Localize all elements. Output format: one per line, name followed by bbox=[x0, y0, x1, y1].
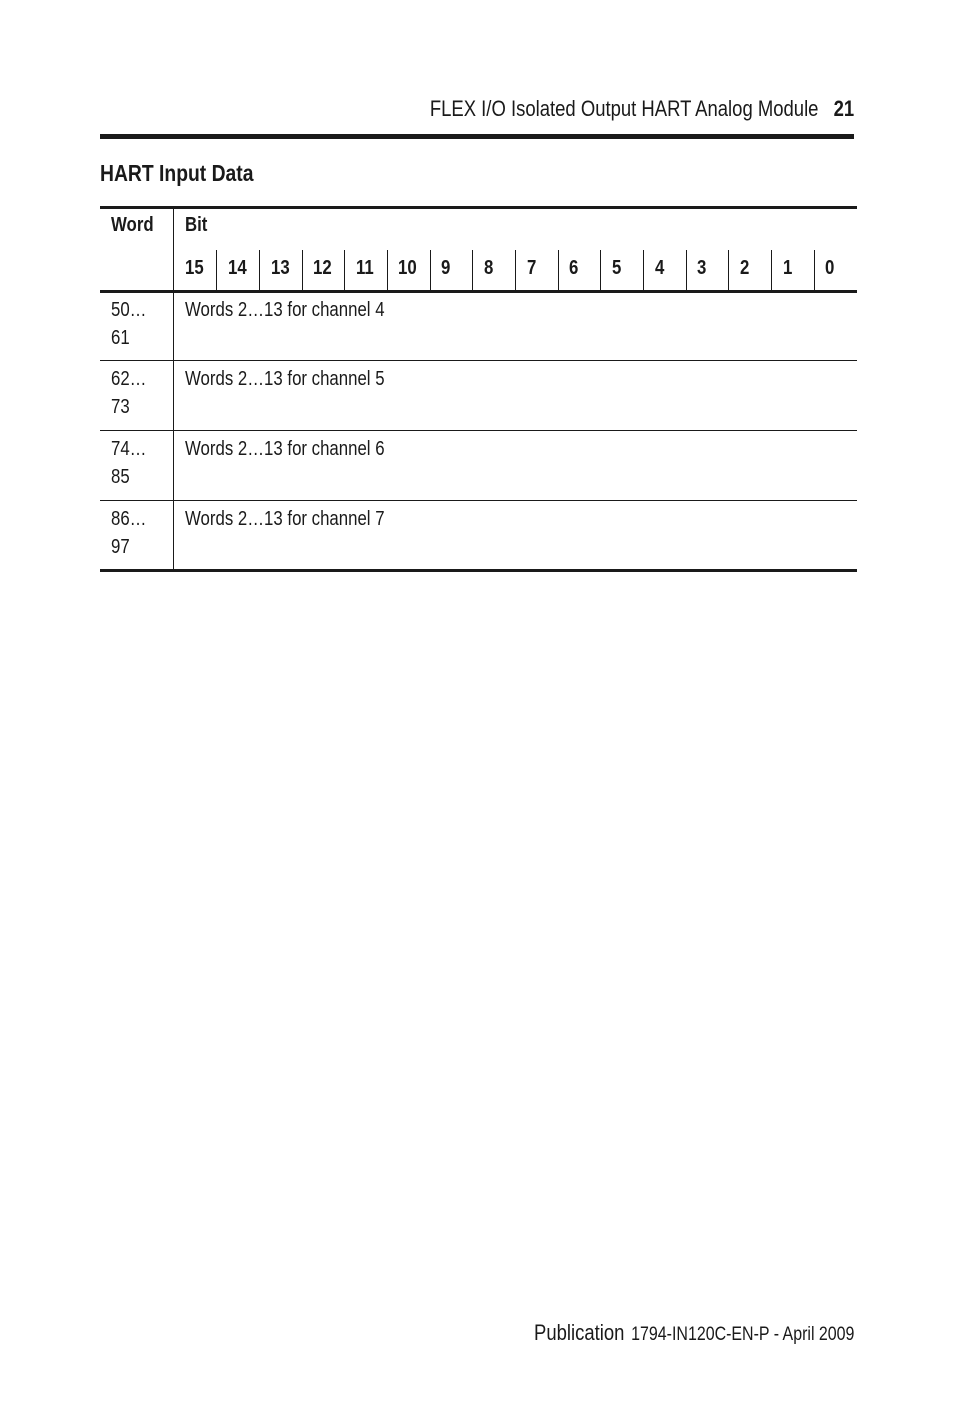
bit-label: 11 bbox=[356, 257, 374, 279]
bit-divider bbox=[472, 250, 473, 290]
row-description: Words 2…13 for channel 6 bbox=[185, 438, 385, 460]
row-divider bbox=[100, 430, 857, 431]
section-title: HART Input Data bbox=[100, 160, 254, 186]
word-range-cell: 50… 61 bbox=[111, 299, 147, 349]
bit-divider bbox=[216, 250, 217, 290]
bit-divider bbox=[600, 250, 601, 290]
word-range-cell: 86… 97 bbox=[111, 508, 147, 558]
word-range-cell: 62… 73 bbox=[111, 368, 147, 418]
footer-text bbox=[534, 1316, 854, 1352]
bit-divider bbox=[558, 250, 559, 290]
bit-label: 10 bbox=[398, 257, 417, 279]
row-divider bbox=[100, 360, 857, 361]
bit-divider bbox=[814, 250, 815, 290]
word-column-divider bbox=[173, 209, 174, 569]
publication-number: 1794-IN120C-EN-P - April 2009 bbox=[630, 1324, 854, 1345]
bit-label: 14 bbox=[228, 257, 247, 279]
header-rule bbox=[100, 134, 854, 139]
bit-divider bbox=[302, 250, 303, 290]
bit-label: 7 bbox=[527, 257, 537, 279]
bit-label: 15 bbox=[185, 257, 204, 279]
word-range-cell: 74… 85 bbox=[111, 438, 147, 488]
publication-label: Publication bbox=[533, 1320, 625, 1345]
row-divider bbox=[100, 500, 857, 501]
table-bottom-rule bbox=[100, 569, 857, 572]
table-top-rule bbox=[100, 206, 857, 209]
bit-label: 1 bbox=[783, 257, 793, 279]
bit-label: 6 bbox=[569, 257, 579, 279]
page-footer bbox=[473, 1316, 854, 1352]
header-bottom-rule bbox=[100, 290, 857, 293]
bit-label: 3 bbox=[697, 257, 707, 279]
bit-label: 8 bbox=[484, 257, 494, 279]
page-number: 21 bbox=[833, 96, 854, 121]
bit-label: 5 bbox=[612, 257, 622, 279]
bit-label: 13 bbox=[271, 257, 290, 279]
row-description: Words 2…13 for channel 5 bbox=[185, 368, 385, 390]
running-header bbox=[100, 92, 854, 126]
header-text bbox=[430, 92, 854, 126]
word-column-header: Word bbox=[111, 214, 154, 236]
bit-label: 2 bbox=[740, 257, 750, 279]
bit-divider bbox=[686, 250, 687, 290]
bit-label: 0 bbox=[825, 257, 835, 279]
bit-label: 9 bbox=[441, 257, 451, 279]
bit-divider bbox=[430, 250, 431, 290]
bit-divider bbox=[259, 250, 260, 290]
bit-divider bbox=[771, 250, 772, 290]
document-title: FLEX I/O Isolated Output HART Analog Module bbox=[429, 96, 819, 121]
bit-divider bbox=[728, 250, 729, 290]
row-description: Words 2…13 for channel 4 bbox=[185, 299, 385, 321]
bit-label: 12 bbox=[313, 257, 332, 279]
bit-divider bbox=[387, 250, 388, 290]
bit-label: 4 bbox=[655, 257, 665, 279]
bit-column-header: Bit bbox=[185, 214, 208, 236]
bit-divider bbox=[515, 250, 516, 290]
row-description: Words 2…13 for channel 7 bbox=[185, 508, 385, 530]
bit-divider bbox=[344, 250, 345, 290]
bit-divider bbox=[643, 250, 644, 290]
